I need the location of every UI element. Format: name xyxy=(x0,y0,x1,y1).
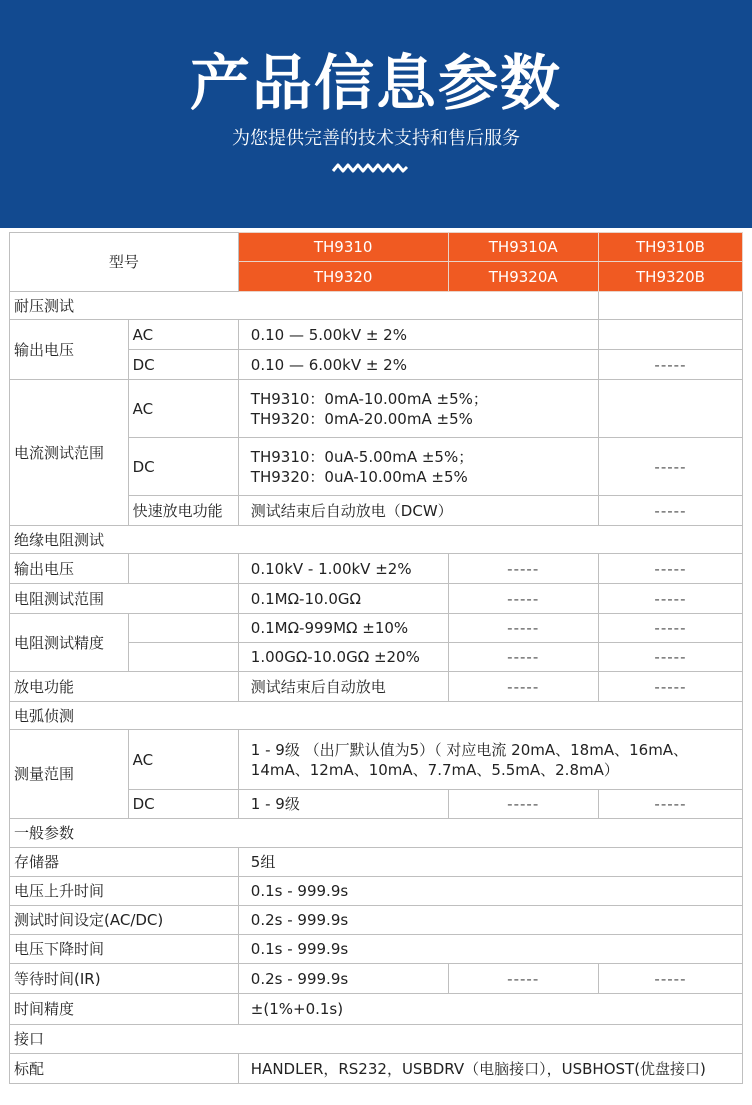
dash-cell: ----- xyxy=(448,614,598,643)
empty-cell xyxy=(598,320,742,350)
row-label: 输出电压 xyxy=(10,320,129,380)
value-cell: HANDLER，RS232，USBDRV（电脑接口），USBHOST(优盘接口) xyxy=(238,1054,742,1084)
value-cell: 测试结束后自动放电（DCW） xyxy=(238,496,598,526)
section-withstand: 耐压测试 xyxy=(10,292,599,320)
section-interface: 接口 xyxy=(10,1025,743,1054)
dash-cell: ----- xyxy=(448,554,598,584)
value-cell: 0.10 — 6.00kV ± 2% xyxy=(238,350,598,380)
empty-cell xyxy=(128,614,238,643)
table-row xyxy=(10,848,743,877)
dash-cell: ----- xyxy=(448,584,598,614)
section-row xyxy=(10,819,743,848)
dash-cell: ----- xyxy=(598,496,742,526)
value-cell: 0.2s - 999.9s xyxy=(238,964,448,994)
mode-label: DC xyxy=(128,790,238,819)
dash-cell: ----- xyxy=(598,672,742,702)
dash-cell: ----- xyxy=(598,614,742,643)
table-row xyxy=(10,730,743,790)
value-cell: 0.2s - 999.9s xyxy=(238,906,742,935)
table-row xyxy=(10,935,743,964)
dash-cell: ----- xyxy=(448,672,598,702)
dash-cell: ----- xyxy=(598,790,742,819)
mode-label: AC xyxy=(128,380,238,438)
value-line: TH9320：0uA-10.00mA ±5% xyxy=(250,467,468,486)
row-label: 电阻测试范围 xyxy=(10,584,239,614)
value-line: TH9310：0uA-5.00mA ±5%； xyxy=(250,447,474,466)
model-th9310: TH9310 xyxy=(238,233,448,262)
value-cell: 0.1s - 999.9s xyxy=(238,935,742,964)
row-label: 电压上升时间 xyxy=(10,877,239,906)
section-row xyxy=(10,702,743,730)
section-insulation: 绝缘电阻测试 xyxy=(10,526,743,554)
row-label: 电流测试范围 xyxy=(10,380,129,526)
row-label: 时间精度 xyxy=(10,994,239,1025)
table-row xyxy=(10,994,743,1025)
empty-cell xyxy=(598,292,742,320)
table-row xyxy=(10,554,743,584)
value-cell: 0.10 — 5.00kV ± 2% xyxy=(238,320,598,350)
value-cell: 1 - 9级 xyxy=(238,790,448,819)
value-cell: 1 - 9级 （出厂默认值为5）（ 对应电流 20mA、18mA、16mA、14mA、12mA、10mA、7.7mA、5.5mA、2.8mA） xyxy=(238,730,742,790)
section-row xyxy=(10,292,743,320)
dash-cell: ----- xyxy=(598,350,742,380)
table-row xyxy=(10,614,743,643)
table-row xyxy=(10,672,743,702)
row-label: 测试时间设定(AC/DC) xyxy=(10,906,239,935)
row-label: 电压下降时间 xyxy=(10,935,239,964)
value-cell: ±(1%+0.1s) xyxy=(238,994,742,1025)
model-th9320a: TH9320A xyxy=(448,262,598,292)
mode-label: DC xyxy=(128,438,238,496)
mode-label: 快速放电功能 xyxy=(128,496,238,526)
dash-cell: ----- xyxy=(598,643,742,672)
empty-cell xyxy=(128,554,238,584)
dash-cell: ----- xyxy=(598,964,742,994)
value-cell: 0.10kV - 1.00kV ±2% xyxy=(238,554,448,584)
mode-label: AC xyxy=(128,320,238,350)
value-cell xyxy=(238,438,598,496)
section-row xyxy=(10,526,743,554)
section-general: 一般参数 xyxy=(10,819,743,848)
row-label: 等待时间(IR) xyxy=(10,964,239,994)
mode-label: AC xyxy=(128,730,238,790)
model-row xyxy=(10,233,743,262)
row-label: 输出电压 xyxy=(10,554,129,584)
table-row xyxy=(10,877,743,906)
value-line: TH9310：0mA-10.00mA ±5%； xyxy=(250,389,488,408)
table-row xyxy=(10,584,743,614)
page-subtitle: 为您提供完善的技术支持和售后服务 xyxy=(232,128,520,149)
section-row xyxy=(10,1025,743,1054)
value-cell: 0.1MΩ-999MΩ ±10% xyxy=(238,614,448,643)
empty-cell xyxy=(128,643,238,672)
model-th9310b: TH9310B xyxy=(598,233,742,262)
model-th9310a: TH9310A xyxy=(448,233,598,262)
row-label: 电阻测试精度 xyxy=(10,614,129,672)
model-label: 型号 xyxy=(10,233,239,292)
model-th9320: TH9320 xyxy=(238,262,448,292)
section-arc: 电弧侦测 xyxy=(10,702,743,730)
value-cell: 0.1s - 999.9s xyxy=(238,877,742,906)
table-row xyxy=(10,906,743,935)
table-row xyxy=(10,964,743,994)
value-cell: 5组 xyxy=(238,848,742,877)
value-cell: 0.1MΩ-10.0GΩ xyxy=(238,584,448,614)
value-line: TH9320：0mA-20.00mA ±5% xyxy=(250,409,473,428)
row-label: 放电功能 xyxy=(10,672,239,702)
dash-cell: ----- xyxy=(448,790,598,819)
dash-cell: ----- xyxy=(598,554,742,584)
table-row xyxy=(10,1054,743,1084)
row-label: 测量范围 xyxy=(10,730,129,819)
table-row xyxy=(10,320,743,350)
dash-cell: ----- xyxy=(448,643,598,672)
empty-cell xyxy=(598,380,742,438)
header-banner xyxy=(0,0,752,228)
value-cell xyxy=(238,380,598,438)
spec-table xyxy=(9,232,743,1084)
mode-label: DC xyxy=(128,350,238,380)
row-label: 标配 xyxy=(10,1054,239,1084)
page-title: 产品信息参数 xyxy=(190,49,562,119)
value-cell: 测试结束后自动放电 xyxy=(238,672,448,702)
dash-cell: ----- xyxy=(598,438,742,496)
zigzag-divider-icon xyxy=(331,160,409,176)
dash-cell: ----- xyxy=(448,964,598,994)
dash-cell: ----- xyxy=(598,584,742,614)
row-label: 存储器 xyxy=(10,848,239,877)
model-th9320b: TH9320B xyxy=(598,262,742,292)
table-row xyxy=(10,380,743,438)
value-cell: 1.00GΩ-10.0GΩ ±20% xyxy=(238,643,448,672)
